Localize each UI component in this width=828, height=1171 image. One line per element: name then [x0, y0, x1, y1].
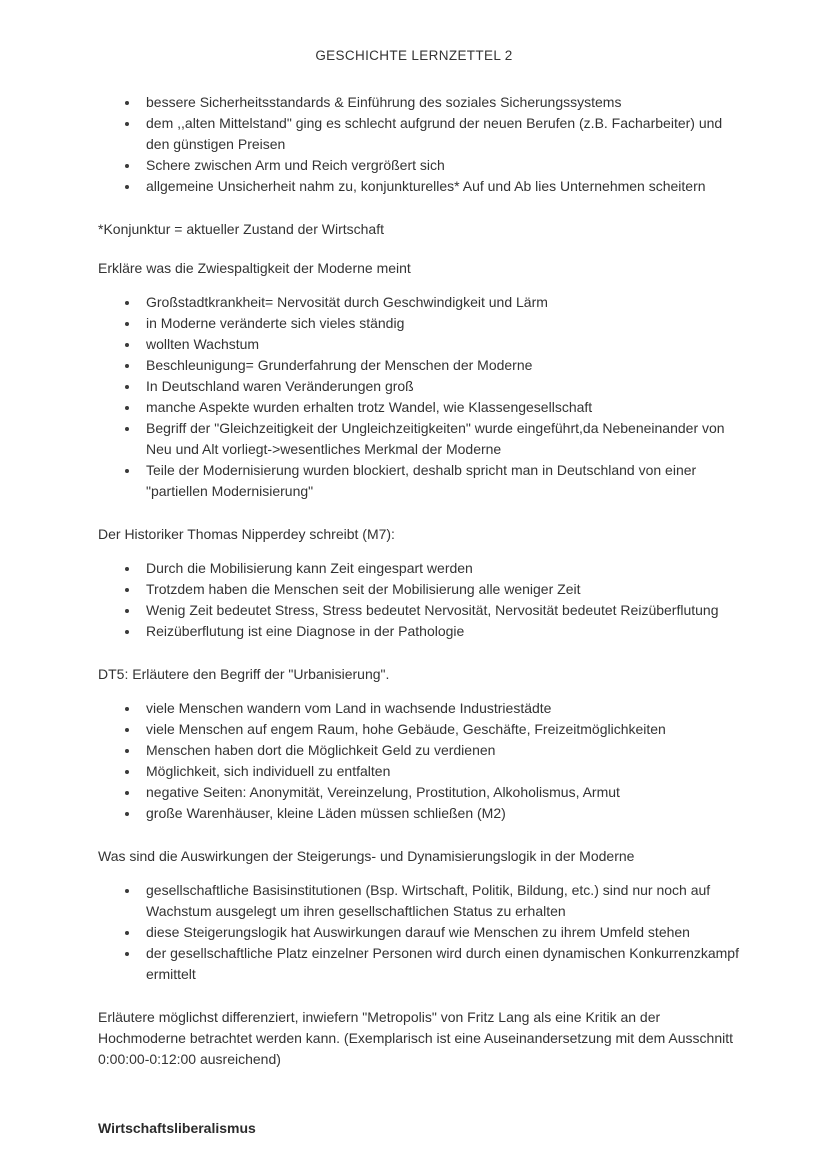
- question-nipperdey: Der Historiker Thomas Nipperdey schreibt (M7):: [98, 526, 395, 542]
- bullet-list-nipperdey: [98, 558, 743, 642]
- vertical-spacer: [98, 240, 743, 258]
- vertical-spacer: [98, 1070, 743, 1118]
- bullet-list-urbanisierung: [98, 698, 743, 824]
- vertical-spacer: [98, 545, 743, 558]
- list-item: Begriff der "Gleichzeitigkeit der Ungleichzeitigkeiten" wurde eingeführt,da Nebeneinander von Neu und Alt vorliegt->wesentliches Merkmal der Moderne: [98, 418, 743, 460]
- footnote-konjunktur: *Konjunktur = aktueller Zustand der Wirtschaft: [98, 221, 384, 237]
- list-item: viele Menschen auf engem Raum, hohe Gebäude, Geschäfte, Freizeitmöglichkeiten: [98, 719, 743, 740]
- list-item: große Warenhäuser, kleine Läden müssen schließen (M2): [98, 803, 743, 824]
- list-item: Durch die Mobilisierung kann Zeit eingespart werden: [98, 558, 743, 579]
- question-urbanisierung: DT5: Erläutere den Begriff der "Urbanisierung".: [98, 666, 390, 682]
- question-steigerungslogik: Was sind die Auswirkungen der Steigerungs- und Dynamisierungslogik in der Moderne: [98, 848, 635, 864]
- list-item: gesellschaftliche Basisinstitutionen (Bsp. Wirtschaft, Politik, Bildung, etc.) sind nur noch auf Wachstum ausgelegt um ihren gesellschaftlichen Status zu erhalten: [98, 880, 743, 922]
- vertical-spacer: [98, 867, 743, 880]
- list-item: allgemeine Unsicherheit nahm zu, konjunkturelles* Auf und Ab lies Unternehmen scheitern: [98, 176, 743, 197]
- list-item: Möglichkeit, sich individuell zu entfalten: [98, 761, 743, 782]
- list-item: negative Seiten: Anonymität, Vereinzelung, Prostitution, Alkoholismus, Armut: [98, 782, 743, 803]
- list-item: manche Aspekte wurden erhalten trotz Wandel, wie Klassengesellschaft: [98, 397, 743, 418]
- list-item: der gesellschaftliche Platz einzelner Personen wird durch einen dynamischen Konkurrenzkampf ermittelt: [98, 943, 743, 985]
- list-item: Teile der Modernisierung wurden blockiert, deshalb spricht man in Deutschland von einer "partiellen Modernisierung": [98, 460, 743, 502]
- bullet-list-sicherheitsstandards: [98, 92, 743, 197]
- list-item: bessere Sicherheitsstandards & Einführung des soziales Sicherungssystems: [98, 92, 743, 113]
- list-item: Menschen haben dort die Möglichkeit Geld zu verdienen: [98, 740, 743, 761]
- bullet-list-zwiespaltigkeit: [98, 292, 743, 502]
- list-item: Schere zwischen Arm und Reich vergrößert sich: [98, 155, 743, 176]
- bullet-list-steigerungslogik: [98, 880, 743, 985]
- page-title: GESCHICHTE LERNZETTEL 2: [315, 48, 513, 63]
- vertical-spacer: [98, 685, 743, 698]
- list-item: dem ,,alten Mittelstand" ging es schlecht aufgrund der neuen Berufen (z.B. Facharbeiter) und den günstigen Preisen: [98, 113, 743, 155]
- list-item: Trotzdem haben die Menschen seit der Mobilisierung alle weniger Zeit: [98, 579, 743, 600]
- question-metropolis: Erläutere möglichst differenziert, inwiefern "Metropolis" von Fritz Lang als eine Kritik an der Hochmoderne betrachtet werden kann. (Exemplarisch ist eine Auseinandersetzung mit dem Ausschnitt 0:00:00-0:12:00 ausreichend): [98, 1009, 734, 1067]
- vertical-spacer: [98, 824, 743, 846]
- document-body: [98, 92, 743, 1139]
- section-heading-wirtschaftsliberalismus: Wirtschaftsliberalismus: [98, 1120, 256, 1136]
- vertical-spacer: [98, 642, 743, 664]
- vertical-spacer: [98, 985, 743, 1007]
- list-item: in Moderne veränderte sich vieles ständig: [98, 313, 743, 334]
- list-item: In Deutschland waren Veränderungen groß: [98, 376, 743, 397]
- list-item: viele Menschen wandern vom Land in wachsende Industriestädte: [98, 698, 743, 719]
- list-item: diese Steigerungslogik hat Auswirkungen darauf wie Menschen zu ihrem Umfeld stehen: [98, 922, 743, 943]
- list-item: Beschleunigung= Grunderfahrung der Menschen der Moderne: [98, 355, 743, 376]
- question-zwiespaltigkeit: Erkläre was die Zwiespaltigkeit der Moderne meint: [98, 260, 411, 276]
- list-item: Reizüberflutung ist eine Diagnose in der Pathologie: [98, 621, 743, 642]
- vertical-spacer: [98, 502, 743, 524]
- vertical-spacer: [98, 279, 743, 292]
- list-item: wollten Wachstum: [98, 334, 743, 355]
- list-item: Wenig Zeit bedeutet Stress, Stress bedeutet Nervosität, Nervosität bedeutet Reizüberflutung: [98, 600, 743, 621]
- vertical-spacer: [98, 197, 743, 219]
- list-item: Großstadtkrankheit= Nervosität durch Geschwindigkeit und Lärm: [98, 292, 743, 313]
